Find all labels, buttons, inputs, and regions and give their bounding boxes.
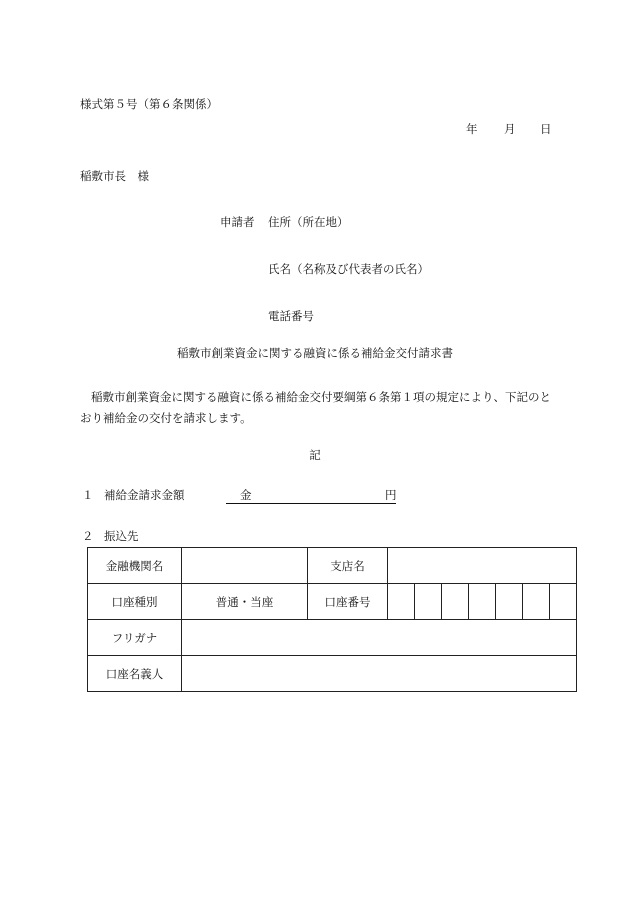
- account-type-value[interactable]: 普通・当座: [182, 584, 308, 620]
- date-day: 日: [540, 122, 552, 136]
- date-month: 月: [504, 122, 516, 136]
- account-digit-cell[interactable]: [415, 584, 442, 620]
- branch-label: 支店名: [308, 548, 388, 584]
- ki-heading: 記: [309, 448, 321, 462]
- item1-label: 補給金請求金額: [104, 488, 185, 502]
- table-row: [88, 584, 577, 620]
- document-title: 稲敷市創業資金に関する融資に係る補給金交付請求書: [177, 346, 453, 360]
- holder-label: 口座名義人: [88, 656, 182, 692]
- item1-number: １: [82, 488, 94, 502]
- date-year: 年: [466, 122, 478, 136]
- amount-unit: 円: [385, 488, 397, 502]
- amount-field[interactable]: [226, 503, 396, 504]
- furigana-label: フリガナ: [88, 620, 182, 656]
- table-row: [88, 620, 577, 656]
- address-label: 住所（所在地）: [268, 215, 349, 229]
- table-row: [88, 656, 577, 692]
- holder-field[interactable]: [182, 656, 577, 692]
- branch-field[interactable]: [388, 548, 577, 584]
- account-number-label: 口座番号: [308, 584, 388, 620]
- furigana-field[interactable]: [182, 620, 577, 656]
- addressee: 稲敷市長 様: [80, 169, 149, 183]
- item2-label: 振込先: [104, 529, 139, 543]
- account-type-label: 口座種別: [88, 584, 182, 620]
- item2-number: ２: [82, 529, 94, 543]
- form-number: 様式第５号（第６条関係）: [80, 97, 218, 111]
- table-row: [88, 548, 577, 584]
- account-digit-cell[interactable]: [442, 584, 469, 620]
- name-label: 氏名（名称及び代表者の氏名）: [268, 262, 429, 276]
- account-digit-cell[interactable]: [496, 584, 523, 620]
- body-paragraph: 稲敷市創業資金に関する融資に係る補給金交付要綱第６条第１項の規定により、下記のとおり補給金の交付を請求します。: [80, 390, 551, 425]
- account-digit-cell[interactable]: [469, 584, 496, 620]
- account-digit-cell[interactable]: [550, 584, 577, 620]
- bank-transfer-table: [87, 547, 577, 692]
- amount-prefix: 金: [240, 488, 252, 502]
- account-digit-cell[interactable]: [388, 584, 415, 620]
- phone-label: 電話番号: [268, 309, 314, 323]
- account-digit-cell[interactable]: [523, 584, 550, 620]
- bank-name-label: 金融機関名: [88, 548, 182, 584]
- applicant-label: 申請者: [220, 215, 255, 229]
- bank-name-field[interactable]: [182, 548, 308, 584]
